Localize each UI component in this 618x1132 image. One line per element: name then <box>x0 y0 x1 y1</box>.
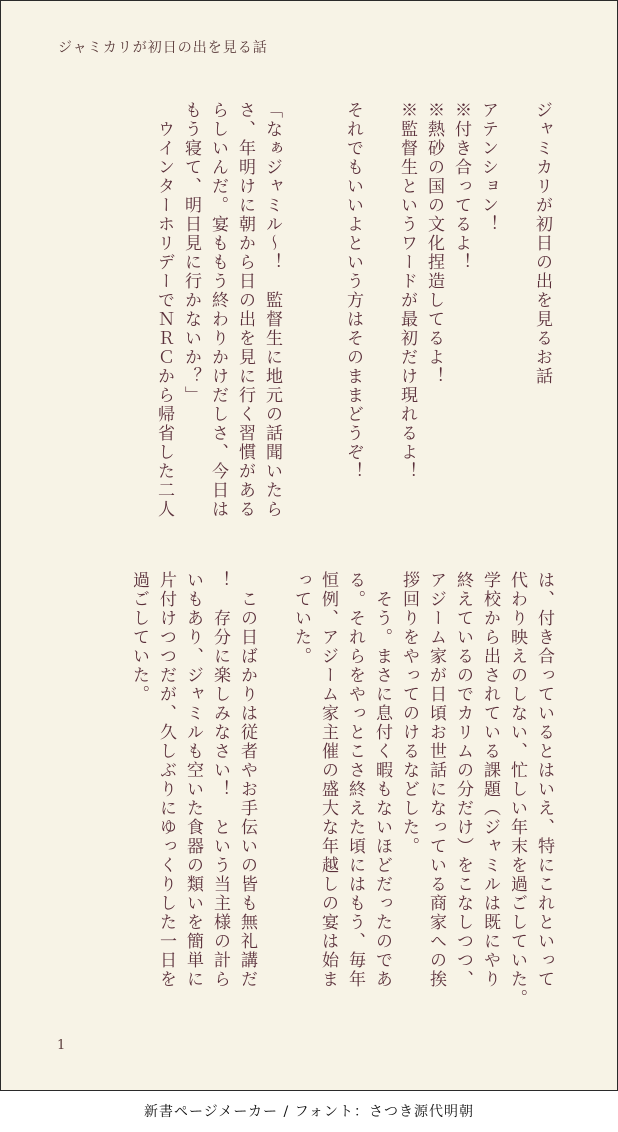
text-line: らしいんだ。宴ももう終わりかけだしさ、今日は <box>208 101 228 519</box>
upper-text-block <box>150 101 555 521</box>
text-line <box>501 101 528 521</box>
text-line: 片付けつつだが、久しぶりにゆっくりした一日を <box>156 571 176 989</box>
text-line: 「なぁジャミル〜！ 監督生に地元の話聞いたら <box>262 101 282 519</box>
text-line: 過ごしていた。 <box>129 571 149 704</box>
text-line <box>285 101 312 521</box>
text-line: ウインターホリデーでＮＲＣから帰省した二人 <box>154 101 174 519</box>
text-line: ※付き合ってるよ！ <box>451 101 471 272</box>
lower-text-block <box>125 571 557 1011</box>
text-line: アテンション！ <box>478 101 498 234</box>
text-line: は、付き合っているとはいえ、特にこれといって <box>534 571 554 989</box>
text-line: それでもいいよという方はそのままどうぞ！ <box>343 101 363 481</box>
text-line: もう寝て、明日見に行かないか？」 <box>181 101 201 405</box>
text-line: アジーム家が日頃お世話になっている商家への挨 <box>426 571 446 989</box>
text-line: 恒例、アジーム家主催の盛大な年越しの宴は始ま <box>318 571 338 989</box>
text-line <box>260 571 287 1011</box>
text-line: いもあり、ジャミルも空いた食器の類いを簡単に <box>183 571 203 989</box>
page-number: 1 <box>57 1038 66 1053</box>
text-line: この日ばかりは従者やお手伝いの皆も無礼講だ <box>237 571 257 989</box>
text-line: 代わり映えのしない、忙しい年末を過ごしていた。 <box>507 571 527 1008</box>
text-line: ※熱砂の国の文化捏造してるよ！ <box>424 101 444 386</box>
text-line: 拶回りをやってのけるなどした。 <box>399 571 419 856</box>
text-line: ※監督生というワードが最初だけ現れるよ！ <box>397 101 417 481</box>
footer-credit: 新書ページメーカー / フォント：さつき源代明朝 <box>144 1104 474 1120</box>
text-line: さ、年明けに朝から日の出を見に行く習慣がある <box>235 101 255 519</box>
text-line <box>366 101 393 521</box>
running-header: ジャミカリが初日の出を見る話 <box>58 40 268 56</box>
text-line: 終えているのでカリムの分だけ）をこなしつつ、 <box>453 571 473 989</box>
text-line <box>312 101 339 521</box>
text-line: そう。まさに息付く暇もないほどだったのであ <box>372 571 392 989</box>
text-line: ！ 存分に楽しみなさい！ という当主様の計ら <box>210 571 230 989</box>
text-line: っていた。 <box>291 571 311 666</box>
text-line: 学校から出されている課題（ジャミルは既にやり <box>480 571 500 989</box>
text-line: ジャミカリが初日の出を見るお話 <box>532 101 552 386</box>
text-line: る。それらをやっとこさ終えた頃にはもう、毎年 <box>345 571 365 989</box>
